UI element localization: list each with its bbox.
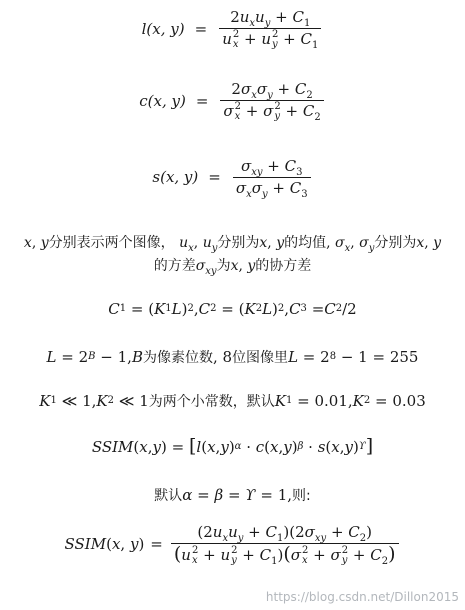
ssim-final-fraction: $(2u_xu_y + C_1)(2\sigma_{xy} + C_2)$ (u 2 x + u 2 y + $C_1)(\sigma$ 2 x + σ 2 y + $C_2$) [171, 523, 399, 566]
contrast-lhs: c(x, y) [139, 91, 186, 110]
structure-lhs: s(x, y) [152, 168, 199, 187]
structure-formula: s(x, y) = $\frac{\sigma_{xy} + C_3}{\sigma_x\sigma_y + C_3}$ [0, 157, 465, 198]
k-constants-definition: K 1 ≪ 1, K 2 ≪ 1 为两个小常数，默认 K 1 = 0.01, K 2 = 0.03 [39, 392, 426, 410]
luminance-formula: l(x, y) = $2u_xu_y + C_1$ u 2 x + u 2 y + $C_1$ [0, 8, 465, 50]
c-constants-definition: C 1 = ( K 1 L ) 2 , C 2 = ( K 2 L ) 2 , C 3 = C 2 /2 [108, 300, 357, 318]
contrast-fraction: $2\sigma_x\sigma_y + C_2$ σ 2 x + σ 2 y + $C_2$ [220, 80, 323, 122]
ssim-general-formula: SSIM ( x , y ) = [ l ( x , y ) α · c ( x , y ) β · s ( x , y ) ϒ ] [91, 435, 374, 457]
ssim-final-lhs: SSIM(x, y) [64, 535, 145, 554]
description-line-2: 的方差$\sigma_{xy}$为x, y的协方差 [153, 258, 312, 277]
description-line-1: x, y分别表示两个图像， $u_x$, $u_y$分别为x, y的均值, $\sigma_x$, $\sigma_y$分别为x, y [23, 235, 442, 254]
ssim-final-formula: SSIM(x, y) = $(2u_xu_y + C_1)(2\sigma_{xy} + C_2)$ (u 2 x + u 2 y + $C_1)(\sigma$ 2 x + σ 2 y + $C_2$) [0, 523, 465, 566]
luminance-lhs: l(x, y) [141, 19, 185, 38]
structure-fraction: $\frac{\sigma_{xy} + C_3}{\sigma_x\sigma_y + C_3}$ [233, 157, 311, 198]
contrast-formula: c(x, y) = $2\sigma_x\sigma_y + C_2$ σ 2 x + σ 2 y + $C_2$ [0, 80, 465, 122]
default-parameters-note: 默认 α = β = ϒ = 1, 则: [154, 486, 311, 504]
luminance-fraction: $2u_xu_y + C_1$ u 2 x + u 2 y + $C_1$ [219, 8, 321, 50]
l-definition: L = 2 B − 1, B 为像素位数 , 8 位图像里 L = 2 8 − 1 = 255 [46, 348, 419, 366]
watermark-url: https://blog.csdn.net/Dillon2015 [265, 590, 459, 604]
